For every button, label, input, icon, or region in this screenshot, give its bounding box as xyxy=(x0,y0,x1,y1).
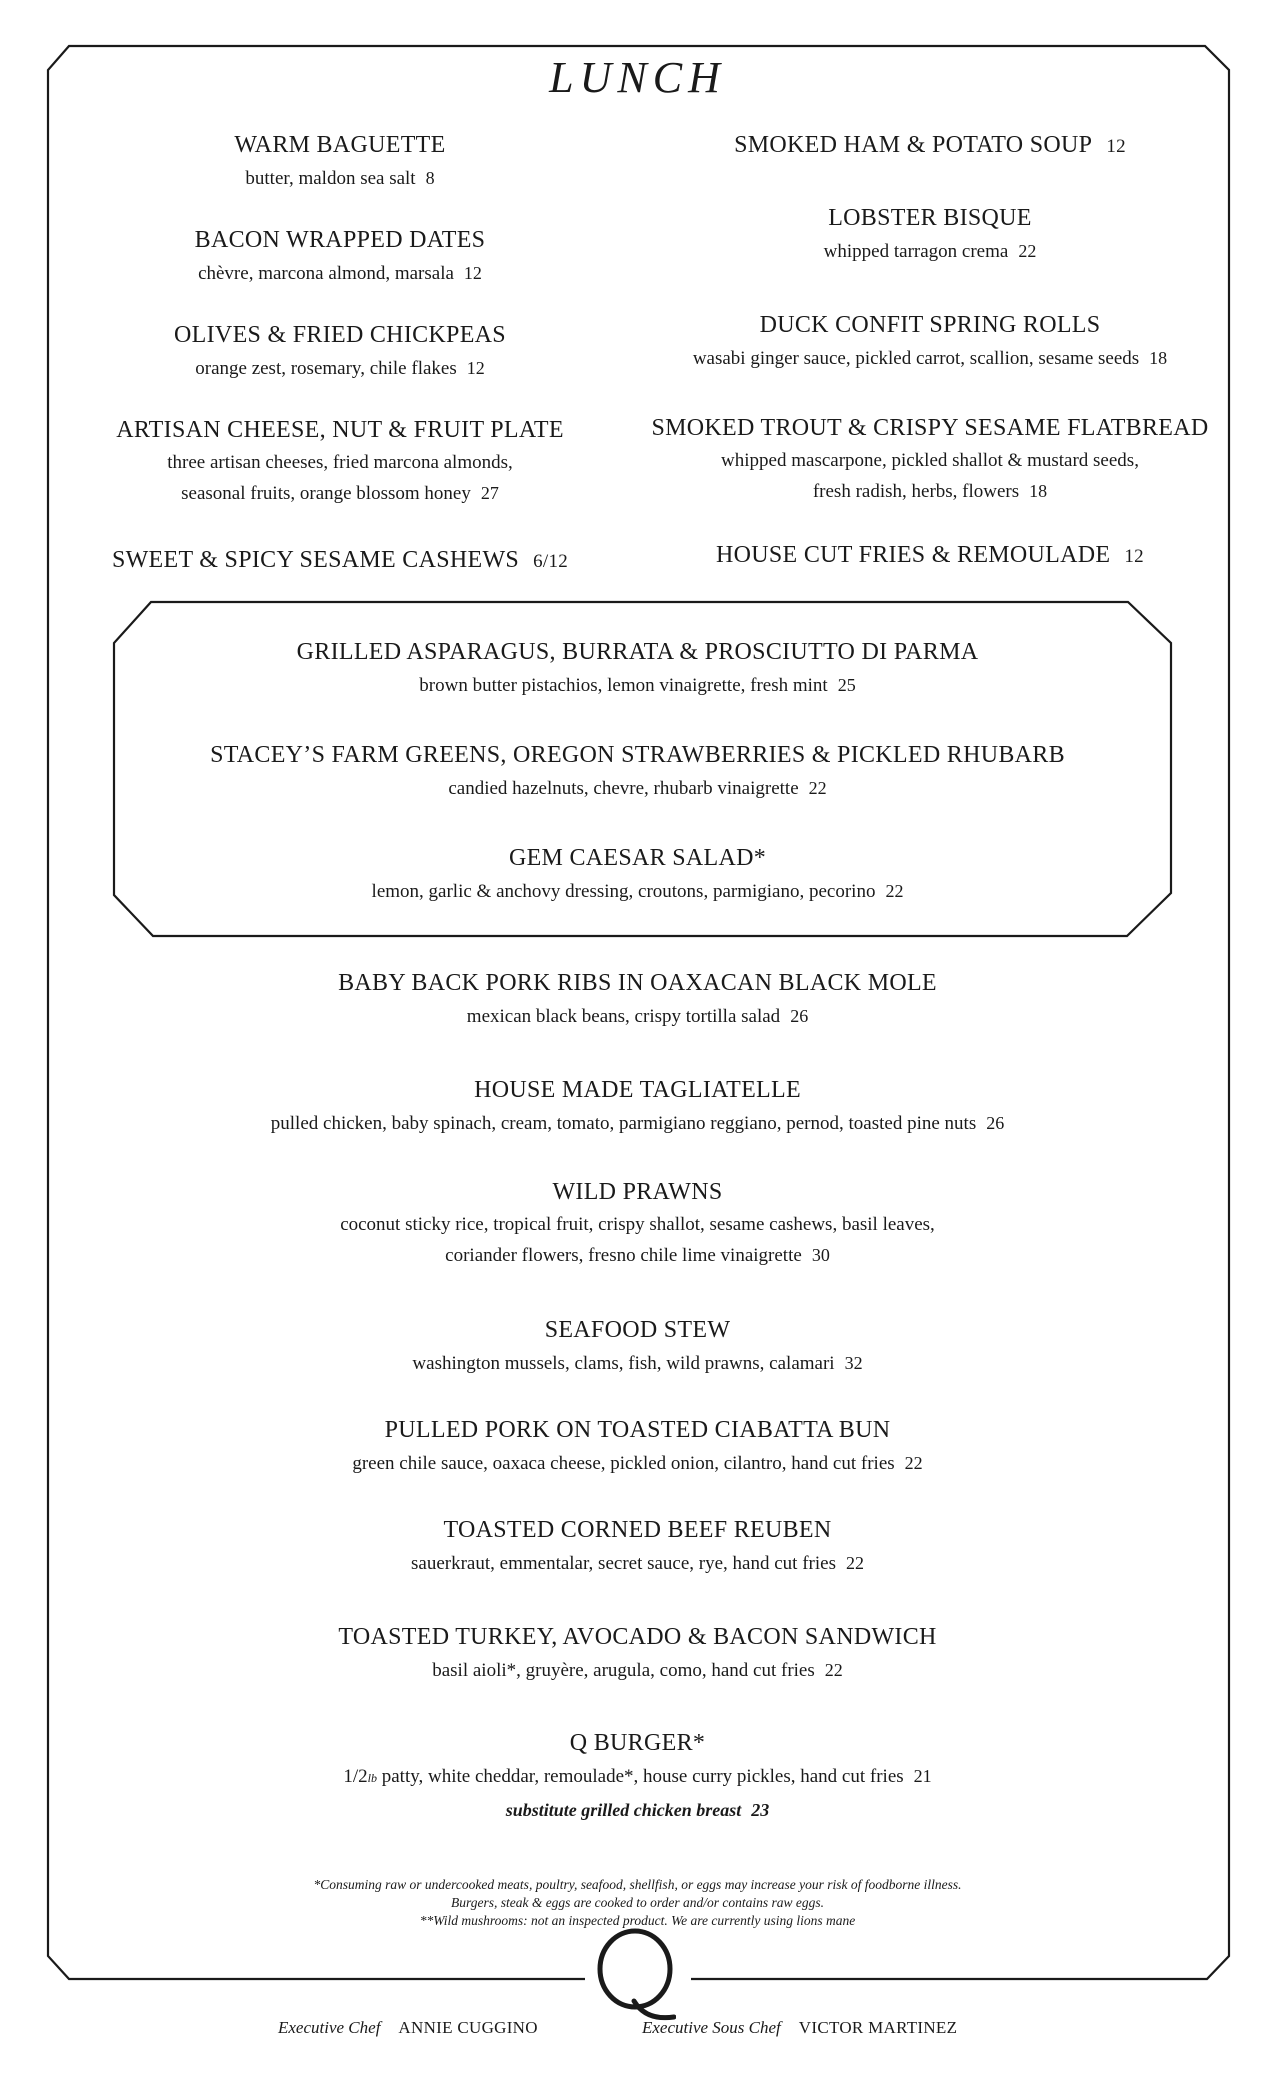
item-price: 12 xyxy=(463,263,482,283)
item-description: brown butter pistachios, lemon vinaigrette, fresh mint 25 xyxy=(419,675,856,696)
menu-item-olives-chickpeas xyxy=(50,320,630,384)
menu-item-duck-confit-spring-rolls xyxy=(630,310,1230,374)
menu-item-house-cut-fries xyxy=(630,540,1230,572)
disclaimer-line: Burgers, steak & eggs are cooked to order and/or contains raw eggs. xyxy=(450,1895,825,1910)
item-description: mexican black beans, crispy tortilla salad 26 xyxy=(466,1006,809,1027)
item-price: 32 xyxy=(844,1353,863,1373)
item-name: GEM CAESAR SALAD* xyxy=(508,845,767,871)
credit-executive-chef xyxy=(278,2018,538,2038)
menu-item-lobster-bisque xyxy=(630,203,1230,267)
item-name: TOASTED CORNED BEEF REUBEN xyxy=(443,1517,832,1543)
menu-item-ham-potato-soup xyxy=(630,130,1230,162)
menu-item-smoked-trout-flatbread xyxy=(630,413,1230,507)
item-name: DUCK CONFIT SPRING ROLLS xyxy=(759,312,1101,338)
item-description: pulled chicken, baby spinach, cream, tomato, parmigiano reggiano, pernod, toasted pine nuts 26 xyxy=(270,1113,1005,1134)
item-name: WILD PRAWNS xyxy=(552,1179,723,1205)
menu-item-gem-caesar xyxy=(100,843,1175,907)
item-name: Q BURGER* xyxy=(569,1730,706,1756)
substitute-price: 23 xyxy=(751,1800,770,1820)
item-price: 8 xyxy=(425,168,435,188)
burger-unit: lb xyxy=(367,1771,377,1785)
item-name: OLIVES & FRIED CHICKPEAS xyxy=(174,322,506,348)
item-price: 22 xyxy=(808,778,827,798)
disclaimer-line: *Consuming raw or undercooked meats, poultry, seafood, shellfish, or eggs may increase your risk of foodborne illness. xyxy=(313,1877,962,1892)
item-description: 1/2lb patty, white cheddar, remoulade*, house curry pickles, hand cut fries 21 xyxy=(343,1766,932,1787)
item-price: 12 xyxy=(1124,546,1144,567)
item-description: coconut sticky rice, tropical fruit, crispy shallot, sesame cashews, basil leaves, coriander flowers, fresno chile lime vinaigrette 30 xyxy=(340,1214,935,1266)
item-price: 26 xyxy=(986,1113,1005,1133)
item-name: GRILLED ASPARAGUS, BURRATA & PROSCIUTTO DI PARMA xyxy=(296,639,979,665)
credit-executive-sous-chef xyxy=(642,2018,957,2038)
burger-fraction: 1/2 xyxy=(343,1766,368,1787)
food-safety-disclaimer xyxy=(150,1876,1125,1930)
item-description: lemon, garlic & anchovy dressing, croutons, parmigiano, pecorino 22 xyxy=(371,881,904,902)
item-name: STACEY’S FARM GREENS, OREGON STRAWBERRIES & PICKLED RHUBARB xyxy=(210,742,1065,768)
item-price: 25 xyxy=(837,675,856,695)
restaurant-q-logo xyxy=(594,1925,676,2025)
menu-title: LUNCH xyxy=(549,53,726,102)
item-description: whipped mascarpone, pickled shallot & mustard seeds, fresh radish, herbs, flowers 18 xyxy=(721,450,1139,502)
item-price: 21 xyxy=(913,1766,932,1786)
item-description: basil aioli*, gruyère, arugula, como, hand cut fries 22 xyxy=(432,1660,843,1681)
menu-item-tagliatelle xyxy=(100,1075,1175,1139)
item-price: 27 xyxy=(480,483,499,503)
item-price: 22 xyxy=(885,881,904,901)
burger-substitute-note: substitute grilled chicken breast 23 xyxy=(505,1800,770,1820)
item-description: three artisan cheeses, fried marcona almonds, seasonal fruits, orange blossom honey 27 xyxy=(167,452,513,504)
menu-item-warm-baguette xyxy=(50,130,630,194)
item-price: 22 xyxy=(845,1553,864,1573)
credit-person: VICTOR MARTINEZ xyxy=(798,2018,958,2037)
credit-role: Executive Sous Chef xyxy=(642,2018,781,2037)
item-description: orange zest, rosemary, chile flakes 12 xyxy=(195,358,485,379)
item-description: chèvre, marcona almond, marsala 12 xyxy=(198,263,482,284)
item-price: 18 xyxy=(1029,481,1048,501)
menu-item-bacon-wrapped-dates xyxy=(50,225,630,289)
menu-item-reuben xyxy=(100,1515,1175,1579)
menu-item-wild-prawns xyxy=(100,1177,1175,1271)
item-name: SWEET & SPICY SESAME CASHEWS 6/12 xyxy=(111,547,569,573)
item-description: sauerkraut, emmentalar, secret sauce, rye, hand cut fries 22 xyxy=(411,1553,864,1574)
item-price: 22 xyxy=(824,1660,843,1680)
menu-item-turkey-sandwich xyxy=(100,1622,1175,1686)
item-name: BABY BACK PORK RIBS IN OAXACAN BLACK MOLE xyxy=(338,970,937,996)
item-description: candied hazelnuts, chevre, rhubarb vinaigrette 22 xyxy=(448,778,827,799)
item-name: SEAFOOD STEW xyxy=(544,1317,731,1343)
menu-item-grilled-asparagus xyxy=(100,637,1175,701)
item-name: ARTISAN CHEESE, NUT & FRUIT PLATE xyxy=(116,417,564,443)
menu-item-sesame-cashews xyxy=(50,545,630,577)
item-name: LOBSTER BISQUE xyxy=(828,205,1032,231)
item-name: SMOKED HAM & POTATO SOUP 12 xyxy=(734,132,1126,158)
menu-item-farm-greens xyxy=(100,740,1175,804)
menu-item-pulled-pork xyxy=(100,1415,1175,1479)
disclaimer-line: **Wild mushrooms: not an inspected product. We are currently using lions mane xyxy=(419,1913,856,1928)
item-price: 6/12 xyxy=(533,551,569,572)
item-description: washington mussels, clams, fish, wild prawns, calamari 32 xyxy=(412,1353,863,1374)
menu-item-q-burger xyxy=(100,1728,1175,1823)
item-name: WARM BAGUETTE xyxy=(234,132,446,158)
item-name: BACON WRAPPED DATES xyxy=(194,227,486,253)
item-price: 12 xyxy=(466,358,485,378)
item-name: PULLED PORK ON TOASTED CIABATTA BUN xyxy=(384,1417,891,1443)
item-price: 12 xyxy=(1106,136,1126,157)
menu-item-artisan-cheese-plate xyxy=(50,415,630,509)
item-price: 18 xyxy=(1149,348,1168,368)
item-name: TOASTED TURKEY, AVOCADO & BACON SANDWICH xyxy=(338,1624,937,1650)
item-name: HOUSE CUT FRIES & REMOULADE 12 xyxy=(716,542,1144,568)
item-name: SMOKED TROUT & CRISPY SESAME FLATBREAD xyxy=(651,415,1209,441)
item-price: 30 xyxy=(811,1245,830,1265)
item-description: whipped tarragon crema 22 xyxy=(823,241,1037,262)
menu-item-pork-ribs xyxy=(100,968,1175,1032)
credit-role: Executive Chef xyxy=(278,2018,381,2037)
credit-person: ANNIE CUGGINO xyxy=(398,2018,538,2037)
item-price: 26 xyxy=(790,1006,809,1026)
menu-item-seafood-stew xyxy=(100,1315,1175,1379)
item-description: green chile sauce, oaxaca cheese, pickled onion, cilantro, hand cut fries 22 xyxy=(352,1453,923,1474)
item-description: butter, maldon sea salt 8 xyxy=(245,168,435,189)
item-description: wasabi ginger sauce, pickled carrot, scallion, sesame seeds 18 xyxy=(692,348,1168,369)
item-price: 22 xyxy=(904,1453,923,1473)
item-name: HOUSE MADE TAGLIATELLE xyxy=(474,1077,801,1103)
item-price: 22 xyxy=(1018,241,1037,261)
